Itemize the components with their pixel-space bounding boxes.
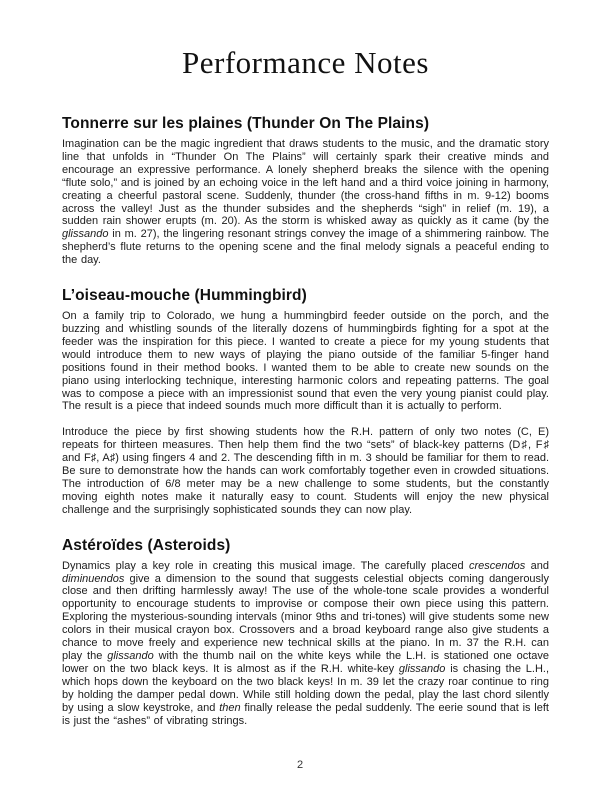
page-number: 2 [296, 759, 304, 771]
text-run: give a dimension to the sound that suggests celestial objects coming dangerously close and then drifting harmlessly away! The use of the whole-tone scale provides a wonderful opportunity to encourage students to improvise or compose their own piece using this pattern. Exploring the mysterious-sounding intervals (minor 9ths and tri-tones) will give students some new colors in their musical crayon box. Crossovers and a broad keyboard range also give students a chance to move freely and experience new technical skills at the piano. In m. 37 the R.H. can play the [62, 572, 549, 662]
text-run: finally release the pedal suddenly. The eerie sound that is left is just the “ashes” of vibrating strings. [62, 701, 549, 727]
text-run-italic: glissando [107, 650, 154, 662]
paragraph-asteroids-1 [62, 560, 549, 728]
text-run-italic: crescendos [469, 559, 526, 572]
paragraph-hummingbird-1 [62, 310, 549, 413]
section-heading-hummingbird: L’oiseau-mouche (Hummingbird) [62, 287, 307, 305]
text-run: Dynamics play a key role in creating this musical image. The carefully placed [62, 559, 470, 572]
text-run: in m. 27), the lingering resonant strings convey the image of a shimmering rainbow. The shepherd’s flute returns to the opening scene and the final melody signals a peaceful ending to the day. [62, 228, 549, 267]
text-run: and [525, 559, 549, 572]
section-asteroids [62, 537, 549, 728]
text-run: is chasing the L.H., which hops down the keyboard on the two black keys! In m. 39 let the crazy roar continue to ring by holding the damper pedal down. While still holding down the pedal, play the last chord silently by using a slow keystroke, and [62, 662, 549, 714]
text-run-italic: glissando [62, 228, 109, 241]
page-title: Performance Notes [182, 45, 429, 80]
text-run-italic: then [219, 701, 241, 714]
text-run-italic: diminuendos [62, 572, 125, 585]
section-heading-thunder: Tonnerre sur les plaines (Thunder On The Plains) [62, 115, 430, 132]
text-run: Introduce the piece by first showing students how the R.H. pattern of only two notes (C, E) repeats for thirteen measures. Then help them find the two “sets” of black-key patterns (D♯, F♯ and F♯, A♯) using fingers 4 and 2. The descending fifth in m. 3 should be familiar for them to read. Be sure to demonstrate how the hands can work comfortably together even in crowded situations. The introduction of 6/8 meter may be a new challenge to some students, but the constantly moving eighth notes make it naturally easy to count. Students will enjoy the new physical challenge and the surprisingly sophisticated sounds they can now play. [62, 426, 549, 516]
text-run: with the thumb nail on the white keys while the L.H. is stationed one octave lower on the two black keys. It is almost as if the R.H. white-key [62, 650, 549, 675]
section-hummingbird [62, 287, 549, 517]
text-run: Imagination can be the magic ingredient that draws students to the music, and the dramatic story line that unfolds in “Thunder On The Plains” will certainly spark their creative minds and encourage an expressive performance. A lonely shepherd breaks the silence with the opening “flute solo,” and is joined by an echoing voice in the left hand and a third voice joining in harmony, creating a cheerful pastoral scene. Suddenly, thunder (the cross-hand fifths in m. 9-12) booms across the valley! Just as the thunder subsides and the shepherds “sigh” in relief (m. 19), a sudden rain shower erupts (m. 20). As the storm is whisked away as quickly as it came (by the [62, 138, 549, 228]
text-run-italic: glissando [398, 662, 446, 675]
text-run: On a family trip to Colorado, we hung a hummingbird feeder outside on the porch, and the buzzing and whistling sounds of the literally dozens of hummingbirds fighting for a spot at the feeder was the inspiration for this piece. I wanted to create a piece for my young students that would introduce them to new ways of playing the piano outside of the familiar 5-finger hand positions found in their method books. I wanted them to be able to create new sounds on the piano using interlocking technique, interesting harmonic colors and repeating patterns. The goal was to compose a piece with an impressionist sound that even the very young pianist could play. The result is a piece that indeed sounds much more difficult than it is actually to perform. [62, 310, 549, 413]
section-thunder-on-the-plains [62, 115, 549, 267]
section-heading-asteroids: Astéroïdes (Asteroids) [62, 536, 231, 554]
paragraph-hummingbird-2 [62, 426, 549, 516]
paragraph-thunder-1 [62, 138, 549, 267]
